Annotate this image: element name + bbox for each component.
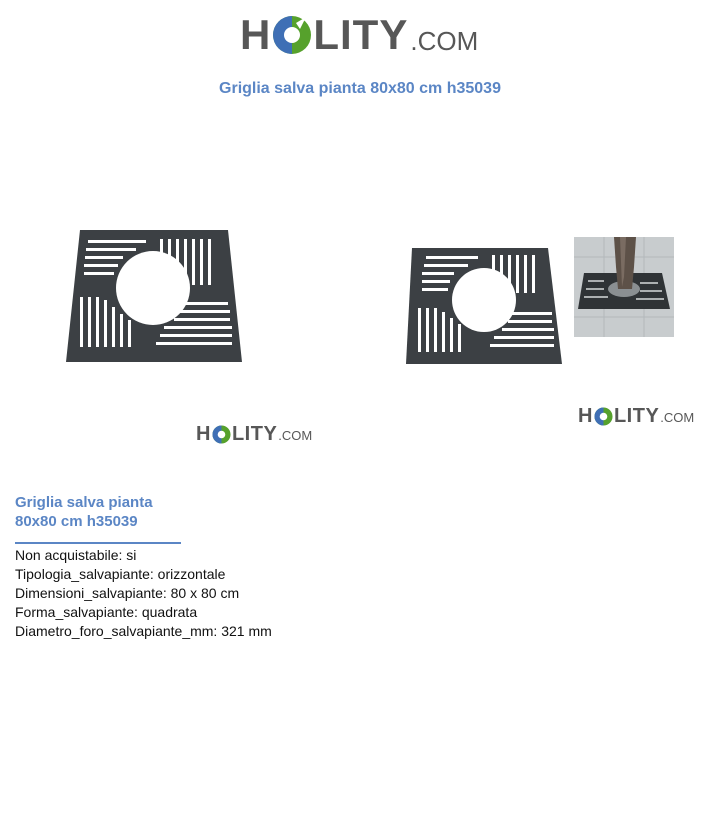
- holity-logo-small: [578, 406, 694, 426]
- installation-photo: [574, 237, 674, 337]
- logo-text-start: H: [578, 405, 593, 427]
- holity-logo[interactable]: [240, 11, 479, 58]
- spec-item: Forma_salvapiante: quadrata: [15, 604, 198, 620]
- logo-text-end: LITY: [231, 423, 278, 445]
- logo-text-end: LITY: [313, 11, 409, 58]
- logo-suffix: .COM: [410, 26, 479, 56]
- logo-text-start: H: [240, 11, 272, 58]
- logo-text-start: H: [196, 423, 211, 445]
- spec-item: Diametro_foro_salvapiante_mm: 321 mm: [15, 623, 272, 639]
- page-title: Griglia salva pianta 80x80 cm h35039: [219, 80, 501, 97]
- heading-divider: [15, 542, 181, 544]
- product-heading-line1: Griglia salva pianta: [15, 494, 153, 511]
- holity-logo-small: [196, 424, 312, 444]
- product-heading: [15, 493, 215, 531]
- spec-list: [15, 546, 272, 641]
- product-heading-line2: 80x80 cm h35039: [15, 513, 138, 530]
- logo-suffix: .COM: [278, 428, 313, 443]
- logo-o-icon: [212, 425, 231, 444]
- logo-text-end: LITY: [613, 405, 660, 427]
- spec-item: Dimensioni_salvapiante: 80 x 80 cm: [15, 585, 240, 601]
- logo-o-icon: [272, 15, 312, 55]
- product-image-grate: [60, 222, 250, 367]
- logo-o-icon: [594, 407, 613, 426]
- logo-suffix: .COM: [660, 410, 695, 425]
- spec-item: Non acquistabile: si: [15, 547, 137, 563]
- product-image-grate-alt: [400, 240, 570, 370]
- spec-item: Tipologia_salvapiante: orizzontale: [15, 566, 226, 582]
